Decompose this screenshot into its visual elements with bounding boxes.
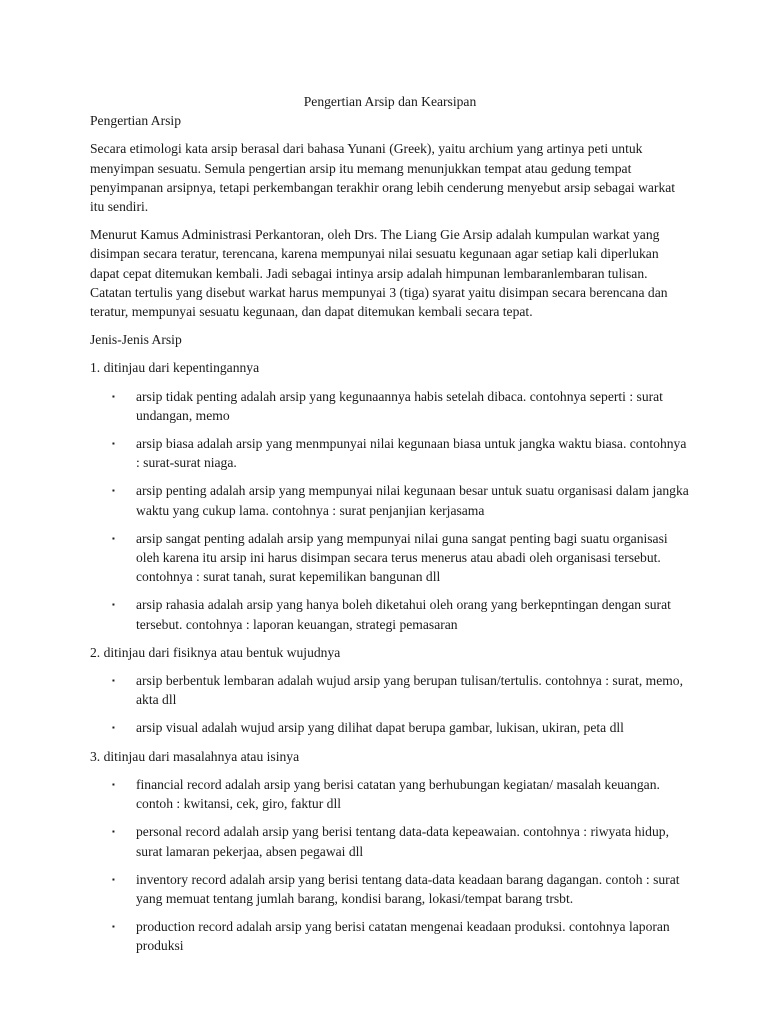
list-item-text: arsip biasa adalah arsip yang menmpunyai nilai kegunaan biasa untuk jangka waktu biasa. contohnya : surat-surat niaga. (136, 436, 687, 471)
list-item (90, 917, 690, 955)
list-item-text: arsip rahasia adalah arsip yang hanya boleh diketahui oleh orang yang berkepntingan dengan surat tersebut. contohnya : laporan keuangan, strategi pemasaran (136, 597, 671, 632)
document-body (90, 92, 690, 956)
bullet-icon: ▪ (112, 439, 115, 449)
list-item-text: arsip visual adalah wujud arsip yang dilihat dapat berupa gambar, lukisan, ukiran, peta dll (136, 720, 624, 736)
section-heading-content: 3. ditinjau dari masalahnya atau isinya (90, 748, 300, 764)
list-item (90, 718, 690, 737)
bullet-icon: ▪ (112, 827, 115, 837)
list-item-text: inventory record adalah arsip yang berisi tentang data-data keadaan barang dagangan. contoh : surat yang memuat tentang jumlah barang, kondisi barang, lokasi/tempat barang trsbt. (136, 871, 680, 906)
bullet-icon: ▪ (112, 874, 115, 884)
list-item (90, 671, 690, 709)
bullet-icon: ▪ (112, 600, 115, 610)
list-item-text: arsip sangat penting adalah arsip yang mempunyai nilai guna sangat penting bagi suatu organisasi oleh karena itu arsip ini harus disimpan secara terus menerus atau abadi oleh organisasi tersebut. contohnya : surat tanah, surat kepemilikan bangunan dll (136, 530, 668, 585)
list-item-text: arsip berbentuk lembaran adalah wujud arsip yang berupan tulisan/tertulis. contohnya : surat, memo, akta dll (136, 673, 683, 708)
paragraph-etymology: Secara etimologi kata arsip berasal dari bahasa Yunani (Greek), yaitu archium yang artinya peti untuk menyimpan sesuatu. Semula pengertian arsip itu memang menunjukkan tempat atau gedung tempat penyimpanan arsipnya, tetapi perkembangan terakhir orang lebih cenderung menyebut arsip sebagai warkat itu sendiri. (90, 141, 676, 215)
list-item (90, 595, 690, 633)
types-heading: Jenis-Jenis Arsip (90, 332, 182, 348)
bullet-icon: ▪ (112, 486, 115, 496)
list-item-text: arsip penting adalah arsip yang mempunyai nilai kegunaan besar untuk suatu organisasi dalam jangka waktu yang cukup lama. contohnya : surat penjanjian kerjasama (136, 483, 689, 518)
list-item (90, 822, 690, 860)
bullet-icon: ▪ (112, 676, 115, 686)
section-heading-importance: 1. ditinjau dari kepentingannya (90, 360, 260, 376)
bullet-icon: ▪ (112, 922, 115, 932)
bullet-icon: ▪ (112, 533, 115, 543)
list-item (90, 387, 690, 425)
list-item-text: personal record adalah arsip yang berisi tentang data-data kepeawaian. contohnya : riwyata hidup, surat lamaran pekerjaa, absen pegawai dll (136, 824, 669, 859)
list-item-text: arsip tidak penting adalah arsip yang kegunaannya habis setelah dibaca. contohnya seperti : surat undangan, memo (136, 388, 663, 423)
bullet-icon: ▪ (112, 391, 115, 401)
list-item-text: financial record adalah arsip yang berisi catatan yang berhubungan kegiatan/ masalah keuangan. contoh : kwitansi, cek, giro, faktur dll (136, 776, 660, 812)
list-item (90, 870, 690, 908)
list-item (90, 434, 690, 472)
list-item (90, 481, 690, 519)
paragraph-definition: Menurut Kamus Administrasi Perkantoran, oleh Drs. The Liang Gie Arsip adalah kumpulan warkat yang disimpan secara teratur, terencana, karena mempunyai nilai sesuatu kegunaan agar setiap kali diperlukan dapat cepat ditemukan kembali. Jadi sebagai intinya arsip adalah himpunan lembaranlembaran tulisan. Catatan tertulis yang disebut warkat harus mempunyai 3 (tiga) syarat yaitu disimpan secara berencana dan teratur, mempunyai sesuatu kegunaan, dan dapat ditemukan kembali secara tepat. (90, 227, 668, 320)
list-item (90, 529, 690, 587)
intro-heading: Pengertian Arsip (90, 113, 181, 129)
list-importance (90, 387, 690, 634)
section-heading-physical: 2. ditinjau dari fisiknya atau bentuk wujudnya (90, 644, 341, 660)
list-physical (90, 671, 690, 738)
bullet-icon: ▪ (112, 779, 115, 789)
bullet-icon: ▪ (112, 723, 115, 733)
list-item-text: production record adalah arsip yang berisi catatan mengenai keadaan produksi. contohnya laporan produksi (136, 919, 670, 954)
list-item (90, 775, 690, 813)
document-title: Pengertian Arsip dan Kearsipan (303, 94, 477, 109)
list-content (90, 775, 690, 956)
